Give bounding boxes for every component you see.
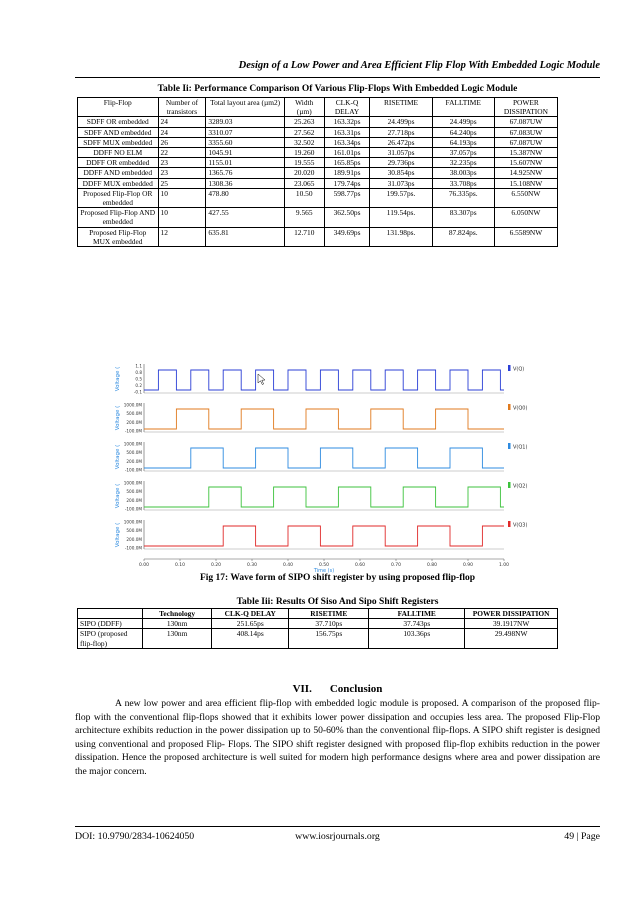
y-tick-label: 200.0M bbox=[126, 419, 142, 425]
table-cell: 161.01ps bbox=[324, 148, 370, 158]
table-cell: 67.087UW bbox=[494, 117, 557, 127]
y-tick-label: 200.0M bbox=[126, 536, 142, 542]
y-tick-label: -100.0M bbox=[124, 467, 142, 473]
table-cell: 15.108NW bbox=[494, 178, 557, 188]
waveform-trace bbox=[144, 526, 504, 546]
table-cell: 20.020 bbox=[284, 168, 324, 178]
table-row bbox=[78, 629, 558, 648]
table-cell: 130nm bbox=[142, 619, 211, 629]
table-cell: 408.14ps bbox=[212, 629, 289, 648]
x-tick-label: 0.70 bbox=[390, 563, 402, 568]
y-tick-label: 1000.0M bbox=[123, 441, 142, 447]
header-cell: FALLTIME bbox=[369, 609, 465, 619]
footer-website: www.iosrjournals.org bbox=[295, 831, 380, 842]
table-cell: Proposed Flip-Flop OR embedded bbox=[78, 188, 159, 207]
table-cell: 635.81 bbox=[206, 227, 284, 246]
table-cell: 23 bbox=[158, 158, 206, 168]
header-cell: POWER DISSIPATION bbox=[494, 98, 557, 117]
table-cell: DDFF OR embedded bbox=[78, 158, 159, 168]
table-row bbox=[78, 127, 558, 137]
table-cell: 362.50ps bbox=[324, 208, 370, 227]
x-tick-label: 0.80 bbox=[426, 563, 438, 568]
table-cell: 64.240ps bbox=[432, 127, 494, 137]
table-cell: 26 bbox=[158, 137, 206, 147]
legend-swatch bbox=[508, 443, 511, 449]
x-tick-label: 0.00 bbox=[138, 563, 150, 568]
table-cell: 251.65ps bbox=[212, 619, 289, 629]
header-cell: CLK-Q DELAY bbox=[212, 609, 289, 619]
y-tick-label: 0.5 bbox=[135, 376, 142, 382]
footer-doi: DOI: 10.9790/2834-10624050 bbox=[75, 831, 195, 842]
table-cell: 3289.03 bbox=[206, 117, 284, 127]
legend-label: V(Q2) bbox=[513, 483, 528, 490]
running-header: Design of a Low Power and Area Efficient Flip Flop With Embedded Logic Module bbox=[238, 60, 600, 71]
table-cell: Proposed Flip-Flop MUX embedded bbox=[78, 227, 159, 246]
y-tick-label: -100.0M bbox=[124, 428, 142, 434]
table-cell: 12.710 bbox=[284, 227, 324, 246]
table-cell: 15.387NW bbox=[494, 148, 557, 158]
table-cell: 427.55 bbox=[206, 208, 284, 227]
cursor-icon bbox=[258, 374, 265, 385]
header-cell: Flip-Flop bbox=[78, 98, 159, 117]
y-tick-label: 1000.0M bbox=[123, 402, 142, 408]
table-cell: 10 bbox=[158, 208, 206, 227]
header-cell: RISETIME bbox=[289, 609, 369, 619]
y-axis-label: Voltage ( bbox=[115, 405, 121, 431]
table-cell: 37.057ps bbox=[432, 148, 494, 158]
table-cell: 1365.76 bbox=[206, 168, 284, 178]
y-tick-label: 0.2 bbox=[135, 383, 142, 388]
y-tick-label: 500.0M bbox=[126, 450, 142, 456]
x-axis-label: Time (s) bbox=[313, 568, 335, 574]
table-cell: 189.91ps bbox=[324, 168, 370, 178]
table-header-row bbox=[78, 98, 558, 117]
table-cell: 1155.01 bbox=[206, 158, 284, 168]
table-row bbox=[78, 227, 558, 246]
header-cell: CLK-Q DELAY bbox=[324, 98, 370, 117]
table-cell: 24 bbox=[158, 127, 206, 137]
table-cell: 163.31ps bbox=[324, 127, 370, 137]
footer-rule bbox=[75, 826, 600, 827]
table-cell: SDFF OR embedded bbox=[78, 117, 159, 127]
section-heading bbox=[75, 683, 600, 695]
table-cell: 38.003ps bbox=[432, 168, 494, 178]
table-cell: 67.087UW bbox=[494, 137, 557, 147]
table-cell: 87.824ps. bbox=[432, 227, 494, 246]
waveform-trace bbox=[144, 487, 504, 507]
table-cell: 76.335ps. bbox=[432, 188, 494, 207]
legend-label: V(Q0) bbox=[513, 405, 528, 412]
table-cell: 179.74ps bbox=[324, 178, 370, 188]
x-tick-label: 0.30 bbox=[246, 563, 258, 568]
table-cell: 67.083UW bbox=[494, 127, 557, 137]
table-cell: 163.32ps bbox=[324, 117, 370, 127]
table-cell: 29.736ps bbox=[370, 158, 432, 168]
legend-label: V(Q1) bbox=[513, 444, 528, 451]
table-cell: SDFF AND embedded bbox=[78, 127, 159, 137]
x-tick-label: 0.60 bbox=[354, 563, 366, 568]
table-header-row bbox=[78, 609, 558, 619]
y-tick-label: 1000.0M bbox=[123, 480, 142, 486]
legend-label: V(Q) bbox=[513, 366, 525, 373]
table-cell: 25.263 bbox=[284, 117, 324, 127]
legend-swatch bbox=[508, 521, 511, 527]
waveform-figure bbox=[112, 359, 528, 574]
table-cell: 6.550NW bbox=[494, 188, 557, 207]
header-cell bbox=[78, 609, 143, 619]
footer-page-number: 49 | Page bbox=[564, 831, 600, 842]
waveform-plot bbox=[112, 359, 528, 574]
table-cell: DDFF NO ELM bbox=[78, 148, 159, 158]
table-3-caption: Table Iii: Results Of Siso And Sipo Shift Registers bbox=[236, 597, 439, 607]
table-cell: 1308.36 bbox=[206, 178, 284, 188]
header-cell: FALLTIME bbox=[432, 98, 494, 117]
table-cell: 478.80 bbox=[206, 188, 284, 207]
table-row bbox=[78, 158, 558, 168]
table-cell: 14.925NW bbox=[494, 168, 557, 178]
y-tick-label: 500.0M bbox=[126, 528, 142, 534]
y-tick-label: 1000.0M bbox=[123, 519, 142, 525]
table-cell: 24.499ps bbox=[370, 117, 432, 127]
table-cell: 598.77ps bbox=[324, 188, 370, 207]
table-cell: 25 bbox=[158, 178, 206, 188]
figure-17-caption: Fig 17: Wave form of SIPO shift register by using proposed flip-flop bbox=[199, 573, 476, 583]
table-cell: 19.260 bbox=[284, 148, 324, 158]
table-cell: DDFF AND embedded bbox=[78, 168, 159, 178]
header-cell: Technology bbox=[142, 609, 211, 619]
table-cell: 119.54ps. bbox=[370, 208, 432, 227]
x-tick-label: 0.10 bbox=[174, 563, 186, 568]
table-row bbox=[78, 619, 558, 629]
header-rule bbox=[75, 77, 600, 78]
table-row bbox=[78, 148, 558, 158]
table-cell: 23.065 bbox=[284, 178, 324, 188]
legend-label: V(Q3) bbox=[513, 522, 528, 529]
table-cell: Proposed Flip-Flop AND embedded bbox=[78, 208, 159, 227]
table-2-caption: Table Ii: Performance Comparison Of Various Flip-Flops With Embedded Logic Module bbox=[157, 84, 518, 94]
table-cell: SIPO (proposed flip-flop) bbox=[78, 629, 143, 648]
table-cell: SDFF MUX embedded bbox=[78, 137, 159, 147]
table-cell: 3355.60 bbox=[206, 137, 284, 147]
performance-comparison-table bbox=[77, 97, 558, 247]
table-cell: 1045.91 bbox=[206, 148, 284, 158]
y-tick-label: 1.1 bbox=[135, 363, 142, 369]
y-axis-label: Voltage ( bbox=[115, 522, 121, 548]
table-cell: 39.1917NW bbox=[465, 619, 558, 629]
table-row bbox=[78, 137, 558, 147]
legend-swatch bbox=[508, 482, 511, 488]
table-cell: 349.69ps bbox=[324, 227, 370, 246]
x-tick-label: 1.00 bbox=[498, 563, 510, 568]
table-cell: 156.75ps bbox=[289, 629, 369, 648]
y-axis-label: Voltage ( bbox=[115, 366, 121, 392]
x-tick-label: 0.90 bbox=[462, 563, 474, 568]
table-cell: 19.555 bbox=[284, 158, 324, 168]
header-cell: RISETIME bbox=[370, 98, 432, 117]
table-cell: 23 bbox=[158, 168, 206, 178]
table-cell: 64.193ps bbox=[432, 137, 494, 147]
table-cell: 3310.07 bbox=[206, 127, 284, 137]
table-cell: 32.235ps bbox=[432, 158, 494, 168]
table-cell: 24 bbox=[158, 117, 206, 127]
table-cell: 10 bbox=[158, 188, 206, 207]
table-row bbox=[78, 208, 558, 227]
y-tick-label: -100.0M bbox=[124, 545, 142, 551]
table-cell: 22 bbox=[158, 148, 206, 158]
table-cell: 131.98ps. bbox=[370, 227, 432, 246]
waveform-trace bbox=[144, 370, 504, 390]
table-cell: 83.307ps bbox=[432, 208, 494, 227]
table-cell: 24.499ps bbox=[432, 117, 494, 127]
table-cell: 199.57ps. bbox=[370, 188, 432, 207]
header-cell: Number of transistors bbox=[158, 98, 206, 117]
table-cell: 12 bbox=[158, 227, 206, 246]
waveform-trace bbox=[144, 448, 504, 468]
header-cell: Width (µm) bbox=[284, 98, 324, 117]
table-cell: 103.36ps bbox=[369, 629, 465, 648]
table-row bbox=[78, 117, 558, 127]
table-cell: 130nm bbox=[142, 629, 211, 648]
table-cell: 33.708ps bbox=[432, 178, 494, 188]
header-cell: Total layout area (µm2) bbox=[206, 98, 284, 117]
table-cell: 6.050NW bbox=[494, 208, 557, 227]
y-tick-label: -0.1 bbox=[133, 389, 142, 395]
section-number: VII. bbox=[292, 683, 312, 695]
section-title: Conclusion bbox=[329, 683, 383, 695]
table-cell: DDFF MUX embedded bbox=[78, 178, 159, 188]
y-tick-label: 500.0M bbox=[126, 411, 142, 417]
table-cell: 10.50 bbox=[284, 188, 324, 207]
conclusion-paragraph: A new low power and area efficient flip-flop with embedded logic module is proposed. A comparison of the proposed flip-flop with the conventional flip-flops showed that it exhibits lower power dissipation and occupies less area. The proposed Flip-Flop architecture exhibits reduction in the power dissipation up to 50-60% than the conventional flip-flops. A SIPO shift register is designed using conventional and proposed Flip- Flops. The SIPO shift register designed with proposed flip-flop exhibits reduction in the power dissipation. Hence the proposed architecture is well suited for modern high performance designs where area and power dissipation are the major concern. bbox=[75, 698, 600, 777]
shift-register-results-table bbox=[77, 608, 558, 649]
table-cell: 27.562 bbox=[284, 127, 324, 137]
table-cell: 6.5589NW bbox=[494, 227, 557, 246]
table-cell: 26.472ps bbox=[370, 137, 432, 147]
table-cell: 165.85ps bbox=[324, 158, 370, 168]
table-cell: 31.073ps bbox=[370, 178, 432, 188]
x-tick-label: 0.50 bbox=[318, 563, 330, 568]
table-cell: 30.854ps bbox=[370, 168, 432, 178]
table-cell: 31.057ps bbox=[370, 148, 432, 158]
legend-swatch bbox=[508, 365, 511, 371]
table-row bbox=[78, 188, 558, 207]
x-tick-label: 0.40 bbox=[282, 563, 294, 568]
table-cell: 163.34ps bbox=[324, 137, 370, 147]
waveform-trace bbox=[144, 409, 504, 429]
y-tick-label: 200.0M bbox=[126, 458, 142, 464]
table-cell: 15.607NW bbox=[494, 158, 557, 168]
y-tick-label: 500.0M bbox=[126, 489, 142, 495]
table-row bbox=[78, 178, 558, 188]
table-cell: 32.502 bbox=[284, 137, 324, 147]
legend-swatch bbox=[508, 404, 511, 410]
table-cell: 29.498NW bbox=[465, 629, 558, 648]
y-tick-label: 0.8 bbox=[135, 370, 142, 375]
y-tick-label: -100.0M bbox=[124, 506, 142, 512]
y-axis-label: Voltage ( bbox=[115, 483, 121, 509]
y-axis-label: Voltage ( bbox=[115, 444, 121, 470]
table-cell: 37.710ps bbox=[289, 619, 369, 629]
table-cell: 37.743ps bbox=[369, 619, 465, 629]
x-tick-label: 0.20 bbox=[210, 563, 222, 568]
table-row bbox=[78, 168, 558, 178]
table-cell: 27.718ps bbox=[370, 127, 432, 137]
y-tick-label: 200.0M bbox=[126, 497, 142, 503]
header-cell: POWER DISSIPATION bbox=[465, 609, 558, 619]
table-cell: 9.565 bbox=[284, 208, 324, 227]
table-cell: SIPO (DDFF) bbox=[78, 619, 143, 629]
